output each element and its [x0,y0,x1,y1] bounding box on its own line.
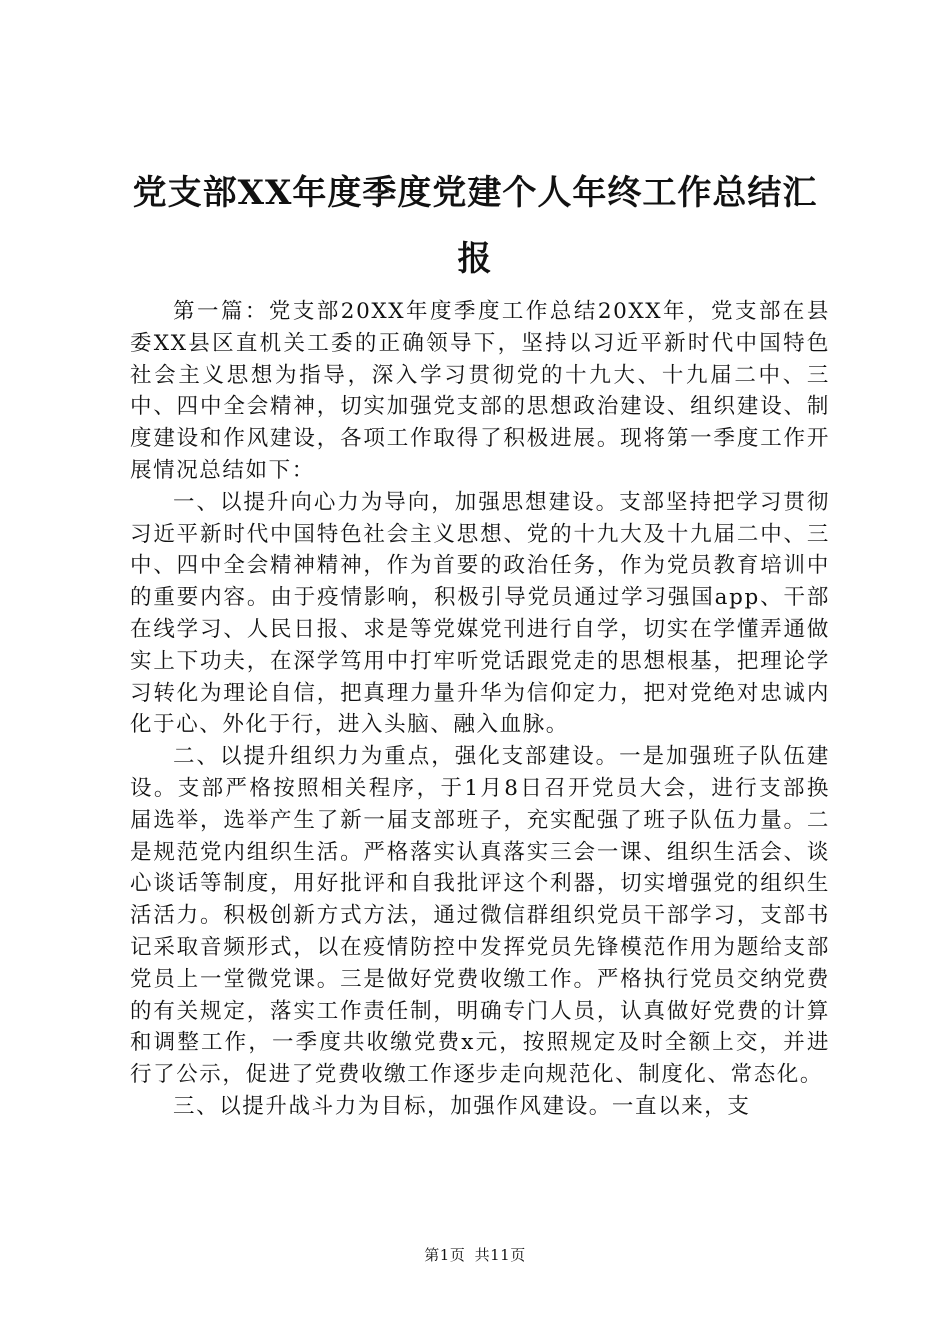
paragraph-section-2: 二、以提升组织力为重点，强化支部建设。一是加强班子队伍建设。支部严格按照相关程序，于1月8日召开党员大会，进行支部换届选举，选举产生了新一届支部班子，充实配强了班子队伍力量。二是规范党内组织生活。严格落实认真落实三会一课、组织生活会、谈心谈话等制度，用好批评和自我批评这个利器，切实增强党的组织生活活力。积极创新方式方法，通过微信群组织党员干部学习，支部书记采取音频形式，以在疫情防控中发挥党员先锋模范作用为题给支部党员上一堂微党课。三是做好党费收缴工作。严格执行党员交纳党费的有关规定，落实工作责任制，明确专门人员，认真做好党费的计算和调整工作，一季度共收缴党费x元，按照规定及时全额上交，并进行了公示，促进了党费收缴工作逐步走向规范化、制度化、常态化。 [130,744,830,1088]
page-footer [0,1244,950,1265]
paragraph-section-3: 三、以提升战斗力为目标，加强作风建设。一直以来，支 [173,1093,751,1119]
page-number: 第1页 [424,1246,466,1264]
document-body [130,296,830,1123]
document-title: 党支部XX年度季度党建个人年终工作总结汇报 [132,173,818,279]
page-total: 共11页 [474,1246,526,1264]
paragraph-section-1: 一、以提升向心力为导向，加强思想建设。支部坚持把学习贯彻习近平新时代中国特色社会主义思想、党的十九大及十九届二中、三中、四中全会精神精神，作为首要的政治任务，作为党员教育培训中的重要内容。由于疫情影响，积极引导党员通过学习强国app、干部在线学习、人民日报、求是等党媒党刊进行自学，切实在学懂弄通做实上下功夫，在深学笃用中打牢听党话跟党走的思想根基，把理论学习转化为理论自信，把真理力量升华为信仰定力，把对党绝对忠诚内化于心、外化于行，进入头脑、融入血脉。 [130,489,830,738]
paragraph-intro: 第一篇：党支部20XX年度季度工作总结20XX年，党支部在县委XX县区直机关工委的正确领导下，坚持以习近平新时代中国特色社会主义思想为指导，深入学习贯彻党的十九大、十九届二中、三中、四中全会精神，切实加强党支部的思想政治建设、组织建设、制度建设和作风建设，各项工作取得了积极进展。现将第一季度工作开展情况总结如下： [130,299,830,483]
